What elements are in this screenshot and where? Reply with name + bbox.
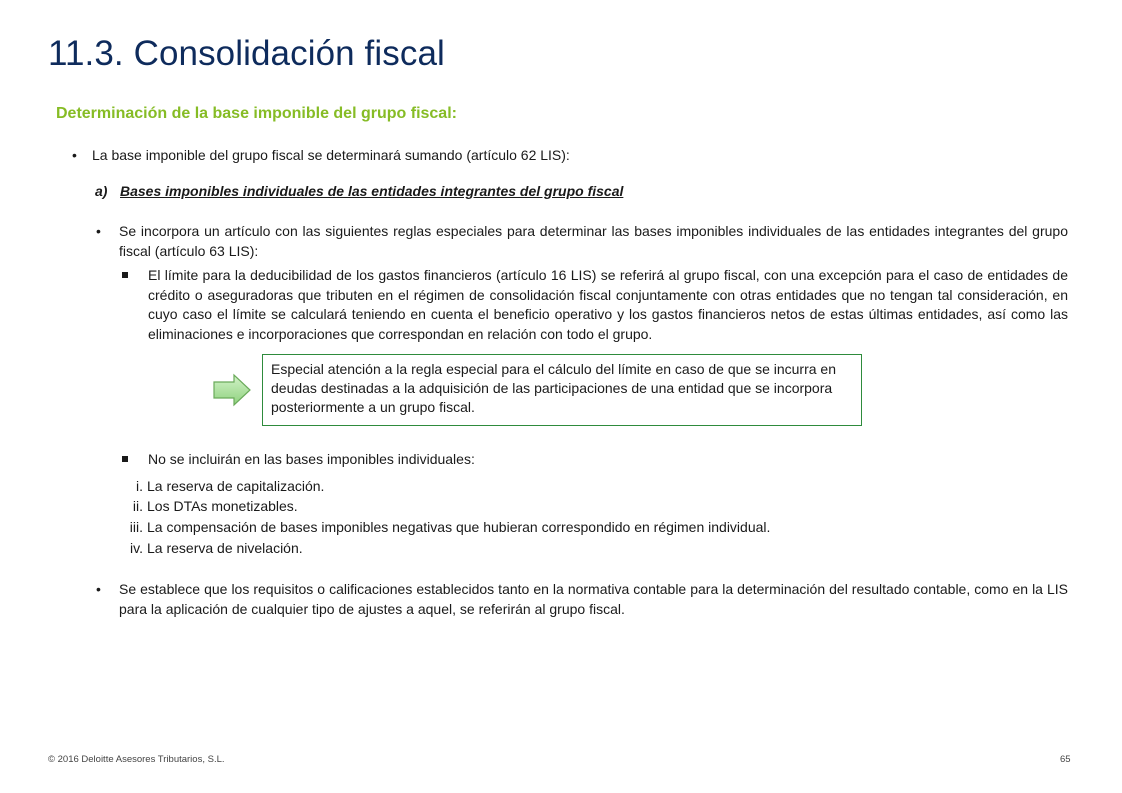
bullet-2-text: Se incorpora un artículo con las siguientes reglas especiales para determinar las bases imponibles individuales de las entidades integrantes del grupo fiscal (artículo 63 LIS):	[119, 223, 1068, 259]
sub-bullet-1-text: El límite para la deducibilidad de los gastos financieros (artículo 16 LIS) se referirá al grupo fiscal, con una excepción para el caso de entidades de crédito o aseguradoras que tributen en el régimen de consolidación fiscal conjuntamente con otras entidades que no tengan tal consideración, en cuyo caso el límite se calculará teniendo en cuenta el beneficio operativo y los gastos financieros netos de estas últimas entidades, así como las eliminaciones e incorporaciones que correspondan en relación con todo el grupo.	[148, 267, 1068, 342]
bullet-marker: •	[96, 223, 101, 239]
section-a-heading	[95, 182, 1075, 202]
page-number: 65	[1060, 754, 1071, 765]
list-text: La reserva de nivelación.	[147, 540, 303, 556]
bullet-2	[96, 222, 1068, 261]
list-item	[120, 477, 324, 496]
bullet-3	[96, 580, 1068, 619]
intro-bullet-text: La base imponible del grupo fiscal se determinará sumando (artículo 62 LIS):	[92, 147, 570, 163]
bullet-marker: •	[72, 147, 77, 163]
list-number: iv.	[130, 540, 143, 556]
callout-box	[262, 354, 862, 426]
square-bullet-icon	[120, 266, 148, 344]
section-subtitle: Determinación de la base imponible del grupo fiscal:	[56, 105, 457, 122]
list-number: i.	[136, 478, 143, 494]
bullet-3-text: Se establece que los requisitos o calificaciones establecidos tanto en la normativa contable para la determinación del resultado contable, como en la LIS para la aplicación de cualquier tipo de ajustes a aquel, se referirán al grupo fiscal.	[119, 581, 1068, 617]
list-text: La compensación de bases imponibles negativas que hubieran correspondido en régimen individual.	[147, 519, 771, 535]
sub-bullet-2-text: No se incluirán en las bases imponibles individuales:	[148, 451, 475, 467]
list-item	[120, 518, 770, 537]
section-a-marker: a)	[95, 183, 108, 199]
sub-bullet-1	[120, 266, 1068, 344]
footer-copyright: © 2016 Deloitte Asesores Tributarios, S.L.	[48, 754, 225, 765]
list-number: iii.	[129, 519, 143, 535]
list-item	[120, 497, 298, 516]
intro-bullet	[72, 146, 1072, 166]
list-number: ii.	[132, 498, 143, 514]
right-arrow-icon	[212, 373, 252, 407]
sub-bullet-2	[120, 450, 1068, 470]
callout-text: Especial atención a la regla especial para el cálculo del límite en caso de que se incurra en deudas destinadas a la adquisición de las participaciones de una entidad que se incorpora posteriormente a un grupo fiscal.	[271, 361, 837, 415]
list-item	[120, 539, 303, 558]
section-a-title: Bases imponibles individuales de las entidades integrantes del grupo fiscal	[120, 183, 624, 199]
square-bullet-icon	[120, 450, 148, 470]
page-title: 11.3. Consolidación fiscal	[48, 34, 445, 73]
bullet-marker: •	[96, 581, 101, 597]
list-text: Los DTAs monetizables.	[147, 498, 298, 514]
list-text: La reserva de capitalización.	[147, 478, 325, 494]
